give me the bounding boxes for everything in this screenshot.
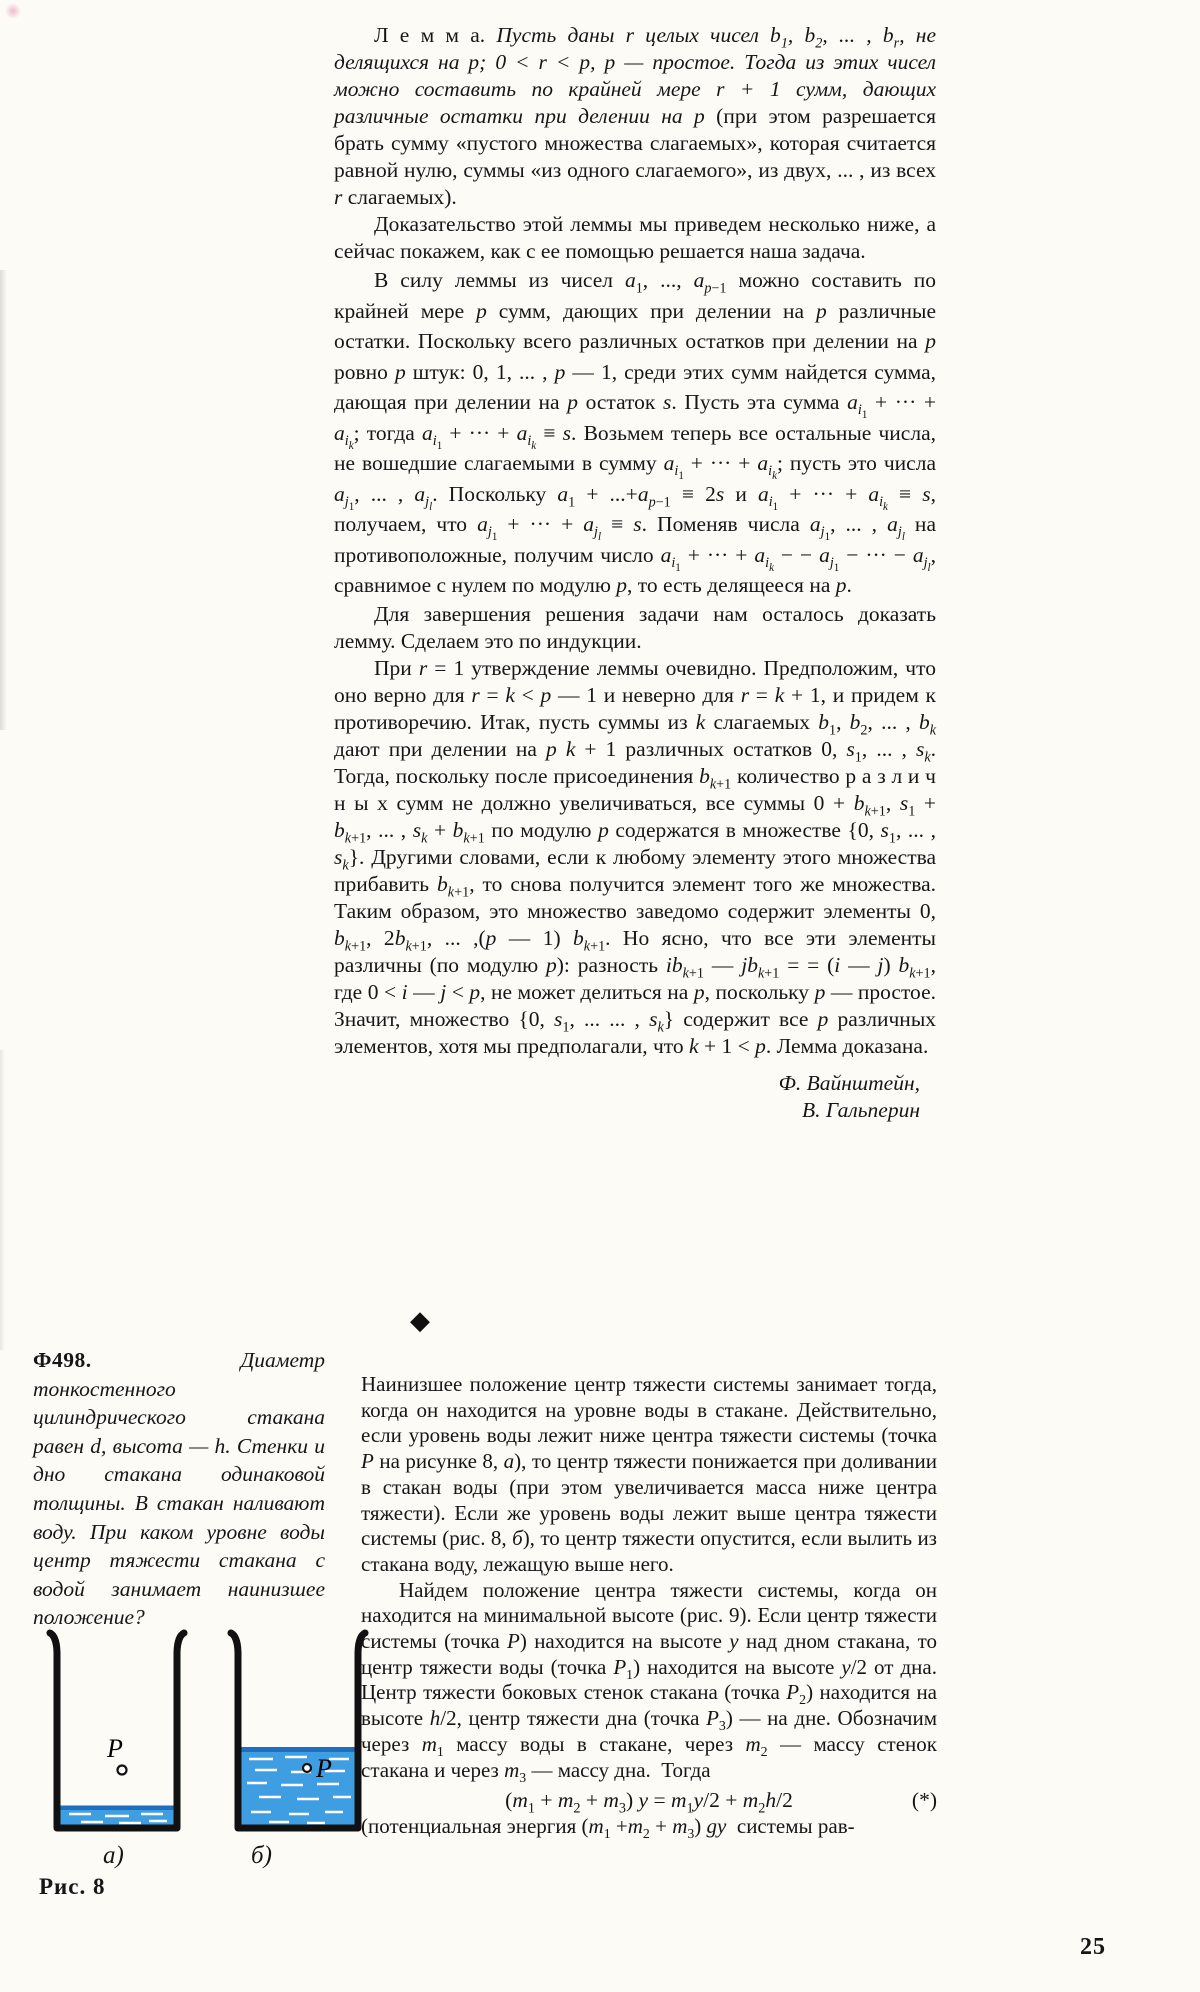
- solution-text: [361, 1372, 937, 1840]
- problem-text: Диаметр тонкостенного цилиндрического стакана равен d, высота — h. Стенки и дно стакана одинаковой толщины. В стакан наливают воду. При каком уровне воды центр тяжести стакана с водой занимает наинизшее положение?: [33, 1348, 326, 1630]
- problem-f498: [33, 1346, 325, 1632]
- authors-signature: [334, 1070, 936, 1124]
- proof-intro-paragraph: Доказательство этой леммы мы приведем несколько ниже, а сейчас покажем, как с ее помощью решается наша задача.: [334, 212, 936, 263]
- author-name: Ф. Вайнштейн,: [778, 1070, 920, 1095]
- figure-caption: Рис. 8: [39, 1874, 106, 1899]
- solution-continuation: (потенциальная энергия $(m_1 +m_2 + m_3)$ gy системы рав-: [361, 1814, 855, 1842]
- figure-sublabel-a: а): [103, 1842, 124, 1869]
- diamond-separator-icon: ◆: [410, 1306, 430, 1335]
- lemma-proof-text: [334, 22, 936, 1124]
- point-p-label-a: P: [107, 1734, 123, 1763]
- solution-paragraph-1: Наинизшее положение центр тяжести системы занимает тогда, когда он находится на уровне воды в стакане. Действительно, если уровень воды лежит ниже центра тяжести системы (точка P на рисунке 8, а), то центр тяжести понижается при доливании в стакан воды (при этом увеличивается масса ниже центра тяжести). Если же уровень воды лежит выше центра тяжести системы (рис. 8, б), то центр тяжести опустится, если вылить из стакана воду, лежащую выше него.: [361, 1372, 937, 1576]
- equation-tag: (*): [911, 1788, 937, 1813]
- figure-8: [39, 1628, 375, 1918]
- point-p-label-b: P: [316, 1754, 332, 1783]
- proof-transition-paragraph: Для завершения решения задачи нам осталось доказать лемму. Сделаем это по индукции.: [334, 601, 936, 653]
- solution-paragraph-2: Найдем положение центра тяжести системы, когда он находится на минимальной высоте (рис. 9). Если центр тяжести системы (точка P) находится на высоте y над дном стакана, то центр тяжести воды (точка $P_1$) находится на высоте y/2 от дна. Центр тяжести боковых стенок стакана (точка $P_2$) находится на высоте h/2, центр тяжести дна (точка $P_3$) — на дне. Обозначим через $m_1$ массу воды в стакане, через $m_2$ — массу стенок стакана и через $m_3$ — массу дна. Тогда: [361, 1577, 938, 1785]
- induction-paragraph: При r = 1 утверждение леммы очевидно. Предположим, что оно верно для r = k < p — 1 и неверно для r = k + 1, и придем к противоречию. Итак, пусть суммы из k слагаемых $b_1$, $b_2$, ... , $b_k$ дают при делении на p k + 1 различных остатков 0, $s_1$, ... , $s_k$. Тогда, поскольку после присоединения $b_{k+1}$ количество р а з л и ч н ы х сумм не должно увеличиваться, все суммы $0 + b_{k+1}$, $s_1 + b_{k+1}$, ... , $s_k + b_{k+1}$ по модулю p содержатся в множестве {0, $s_1$, ... , $s_k$}. Другими словами, если к любому элементу этого множества прибавить $b_{k+1}$, то снова получится элемент того же множества. Таким образом, это множество заведомо содержит элементы 0, $b_{k+1}$, $2b_{k+1}$, ... ,(p — 1) $b_{k+1}$. Но ясно, что все эти элементы различны (по модулю p): разность $ib_{k+1}$ — $jb_{k+1}$ = = (i — j) $b_{k+1}$, где 0 < i — j < p, не может делиться на p, поскольку p — простое. Значит, множество {0, $s_1$, ... ... , $s_k$} содержит все p различных элементов, хотя мы предполагали, что k + 1 < p. Лемма доказана.: [334, 655, 937, 1058]
- figure-8-illustration: [45, 1628, 375, 1840]
- lemma-statement: Л е м м а. Пусть даны r целых чисел $b_1$, $b_2$, ... , $b_r$, не делящихся на p; 0 < r < p, p — простое. Тогда из этих чисел можно составить по крайней мере r + 1 сумм, дающих различные остатки при делении на p (при этом разрешается брать сумму «пустого множества слагаемых», которая считается равной нулю, суммы «из одного слагаемого», из двух, ... , из всех r слагаемых).: [334, 23, 936, 209]
- glass-a: [50, 1633, 184, 1828]
- scan-artifact: [0, 270, 7, 730]
- figure-sublabel-b: б): [251, 1842, 272, 1869]
- author-name: В. Гальперин: [802, 1097, 920, 1122]
- equation-body: $(m_1 + m_2 + m_3) y = m_1y/2 + m_2h/2$: [505, 1788, 793, 1817]
- center-of-gravity-marker-a: [106, 1734, 126, 1775]
- water-b: [241, 1747, 355, 1828]
- problem-number: Ф498.: [33, 1348, 92, 1372]
- page-number: 25: [1080, 1934, 1106, 1960]
- equation-star: [361, 1787, 937, 1817]
- scan-artifact: [0, 1050, 5, 1350]
- proof-main-paragraph: В силу леммы из чисел $a_1$, ..., $a_{p-1}$ можно составить по крайней мере p сумм, дающих при делении на p различные остатки. Поскольку всего различных остатков при делении на p ровно p штук: 0, 1, ... , p — 1, среди этих сумм найдется сумма, дающая при делении на p остаток s. Пусть эта сумма $a_{i_1}$ + ··· + $a_{i_k}$; тогда $a_{i_1}$ + ··· + $a_{i_k} \equiv s$. Возьмем теперь все остальные числа, не вошедшие слагаемыми в сумму $a_{i_1}$ + ··· + $a_{i_k}$; пусть это числа $a_{j_1}$, ... , $a_{j_l}$. Поскольку $a_1 + ...+a_{p-1} \equiv 2s$ и $a_{i_1}$ + ··· + $a_{i_k} \equiv s$, получаем, что $a_{j_1}$ + ··· + $a_{j_l} \equiv s$. Поменяв числа $a_{j_1}$, ... , $a_{j_l}$ на противоположные, получим число $a_{i_1}$ + ··· + $a_{i_k}$ − − $a_{j_1}$ − ··· − $a_{j_l}$, сравнимое с нулем по модулю p, то есть делящееся на p.: [334, 268, 937, 597]
- scan-artifact: [5, 3, 21, 19]
